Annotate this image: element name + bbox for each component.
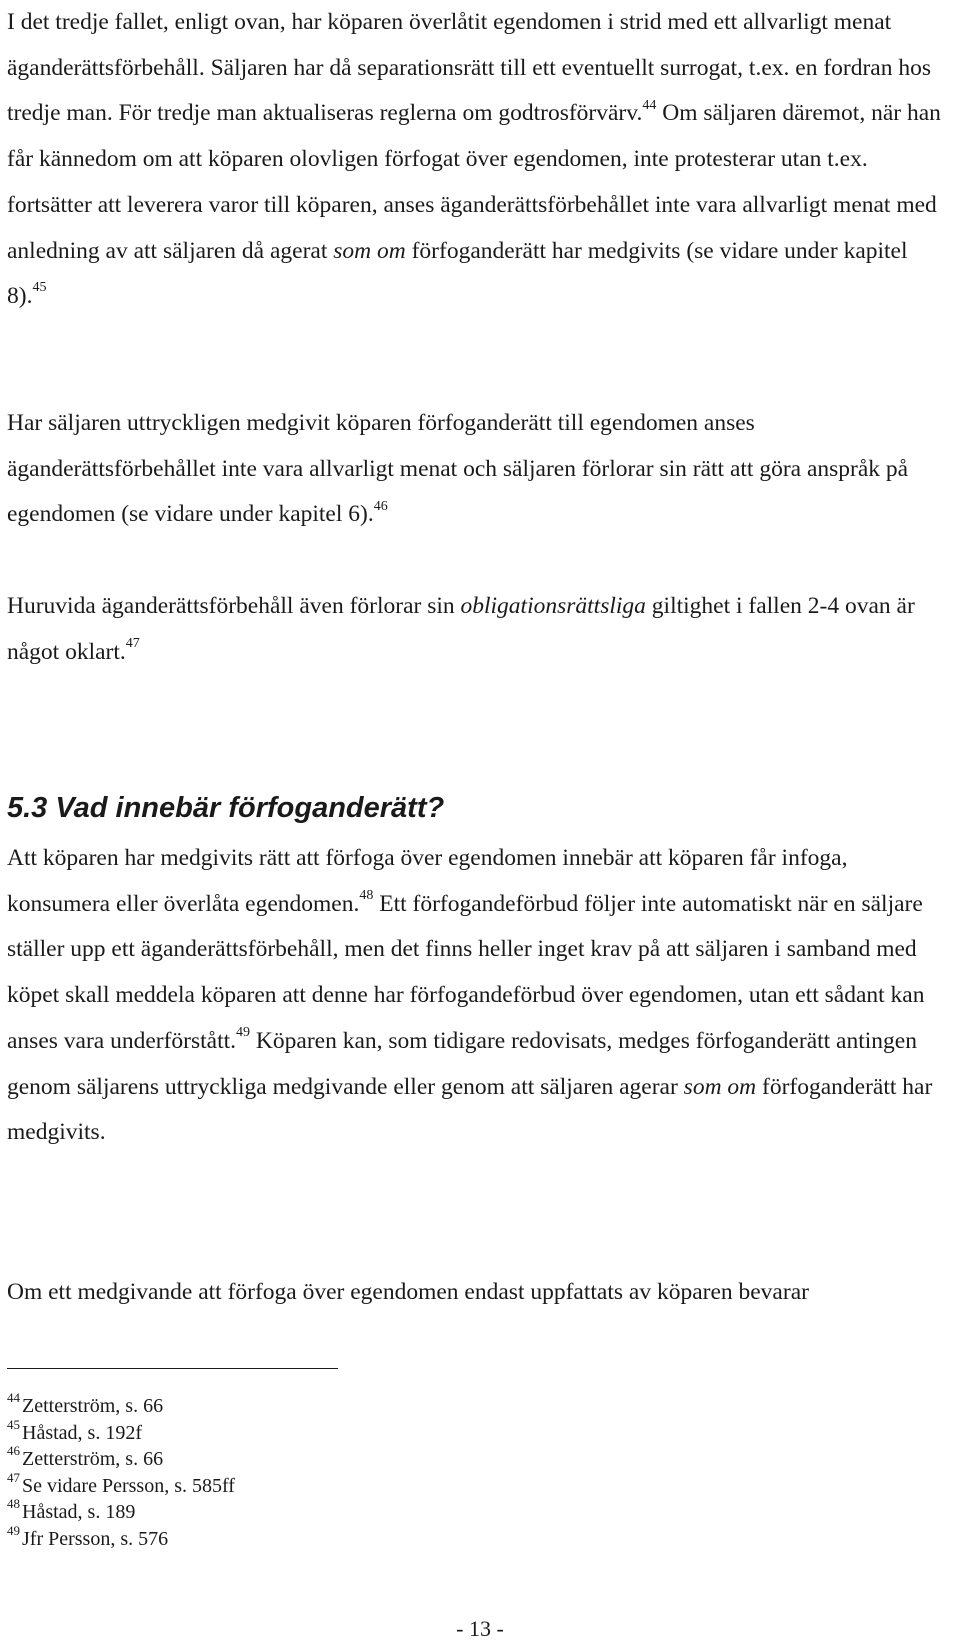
paragraph-text: Huruvida äganderättsförbehåll även förlorar sin — [7, 593, 461, 619]
footnote-text: Zetterström, s. 66 — [22, 1395, 164, 1417]
footnote-text: Se vidare Persson, s. 585ff — [22, 1474, 235, 1497]
page-number: - 13 - — [456, 1616, 504, 1641]
footnote-text: Håstad, s. 189 — [22, 1501, 136, 1523]
footnote-45 — [7, 1416, 607, 1447]
footnote-number: 44 — [7, 1390, 20, 1406]
footnote-48 — [7, 1496, 607, 1526]
paragraph-4 — [7, 836, 947, 1156]
footnote-number: 46 — [7, 1443, 20, 1459]
paragraph-3 — [7, 584, 947, 675]
emphasis-text: som om — [683, 1073, 757, 1100]
paragraph-1 — [7, 0, 947, 320]
footnote-text: Håstad, s. 192f — [22, 1421, 142, 1444]
paragraph-text: giltighet i fallen 2-4 ovan är något oklart. — [7, 593, 915, 665]
footnote-ref-47[interactable]: 47 — [125, 635, 140, 651]
footnote-text: Zetterström, s. 66 — [22, 1448, 164, 1470]
footnote-46 — [7, 1443, 607, 1473]
footnote-text: Jfr Persson, s. 576 — [22, 1527, 169, 1550]
paragraph-text: Ett förfogandeförbud följer inte automatiskt när en säljare ställer upp ett äganderättsförbehåll, men det finns heller inget krav på att säljaren i samband med köpet skall meddela köparen att denne har förfogandeförbud över egendomen, utan ett sådant kan anses vara underförstått. — [7, 890, 925, 1054]
paragraph-text: Har säljaren uttryckligen medgivit köparen förfoganderätt till egendomen anses äganderättsförbehållet inte vara allvarligt menat och säljaren förlorar sin rätt att göra anspråk på egendomen (se vidare under kapitel 6). — [7, 410, 909, 528]
footnote-number: 48 — [7, 1496, 20, 1512]
footnote-47 — [7, 1469, 607, 1500]
paragraph-text: förfoganderätt har medgivits (se vidare under kapitel 8). — [7, 237, 908, 310]
paragraph-5 — [7, 1270, 947, 1316]
footnote-ref-44[interactable]: 44 — [642, 97, 657, 113]
paragraph-2 — [7, 401, 947, 538]
footnote-44 — [7, 1390, 607, 1420]
footnotes — [7, 1390, 607, 1552]
footnote-ref-45[interactable]: 45 — [32, 280, 47, 296]
paragraph-text: förfoganderätt har medgivits. — [7, 1073, 933, 1146]
paragraph-text: Om säljaren däremot, när han får kännedom om att köparen olovligen förfogat över egendomen, inte protesterar utan t.ex. fortsätter att leverera varor till köparen, anses äganderättsförbehållet inte vara allvarligt menat med anledning av att säljaren då agerat — [7, 100, 941, 264]
footnote-ref-48[interactable]: 48 — [359, 887, 374, 903]
paragraph-text: Om ett medgivande att förfoga över egendomen endast uppfattats av köparen bevarar — [7, 1279, 809, 1305]
paragraph-text: Köparen kan, som tidigare redovisats, medges förfoganderätt antingen genom säljarens uttryckliga medgivande eller genom att säljaren agerar — [7, 1027, 917, 1100]
footnote-ref-49[interactable]: 49 — [236, 1024, 251, 1040]
footnote-ref-46[interactable]: 46 — [373, 498, 388, 514]
footnote-number: 47 — [7, 1469, 20, 1485]
emphasis-text: obligationsrättsliga — [460, 593, 646, 619]
paragraph-text: I det tredje fallet, enligt ovan, har köparen överlåtit egendomen i strid med ett allvarligt menat äganderättsförbehåll. Säljaren har då separationsrätt till ett eventuellt surrogat, t.ex. en fordran hos tredje man. För tredje man aktualiseras reglerna om godtrosförvärv. — [7, 9, 931, 127]
footnote-number: 45 — [7, 1416, 20, 1432]
paragraph-text: Att köparen har medgivits rätt att förfoga över egendomen innebär att köparen får infoga, konsumera eller överlåta egendomen. — [7, 845, 848, 917]
emphasis-text: som om — [333, 237, 406, 264]
footnote-number: 49 — [7, 1522, 20, 1538]
footnote-divider — [7, 1368, 338, 1369]
section-heading: 5.3 Vad innebär förfoganderätt? — [7, 792, 445, 824]
footnote-49 — [7, 1522, 607, 1553]
